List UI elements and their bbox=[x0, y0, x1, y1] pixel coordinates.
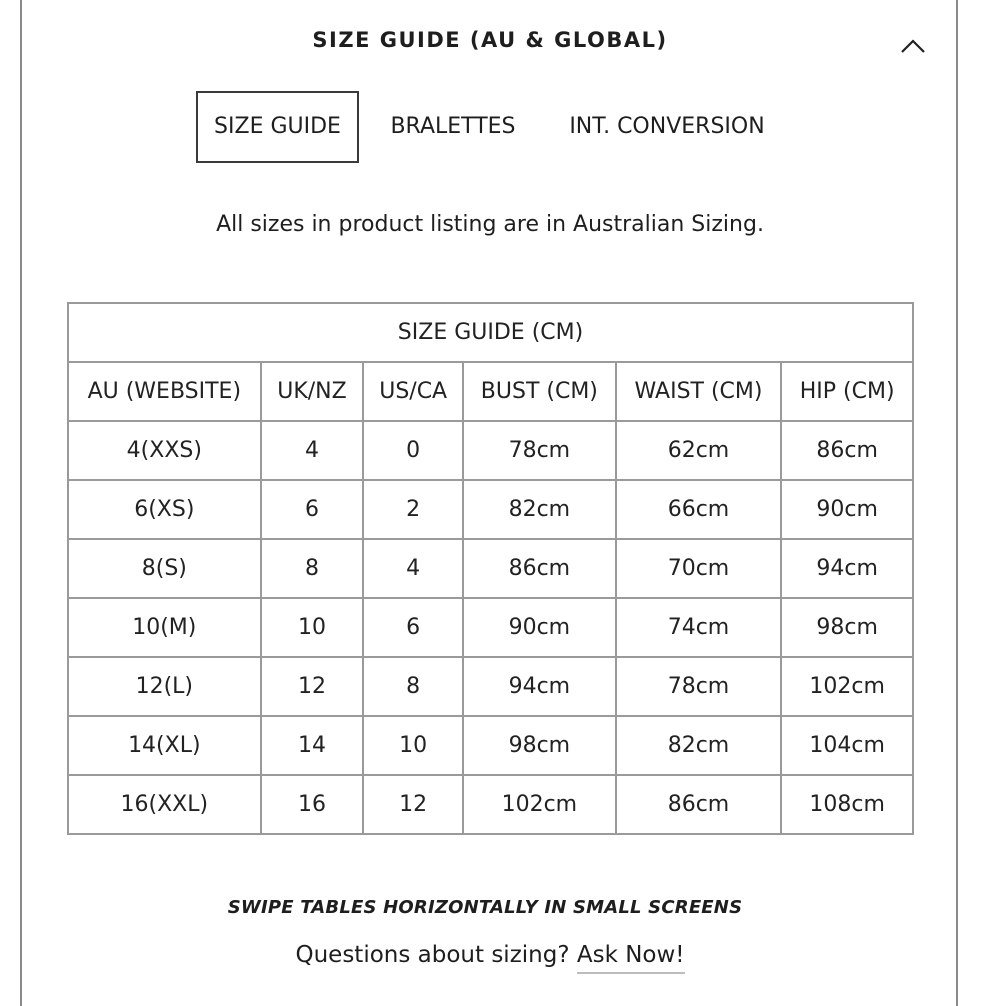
table-cell: 16(XXL) bbox=[68, 775, 261, 834]
table-cell: 6 bbox=[363, 598, 463, 657]
table-cell: 10 bbox=[363, 716, 463, 775]
table-cell: 12(L) bbox=[68, 657, 261, 716]
table-cell: 78cm bbox=[463, 421, 616, 480]
table-row bbox=[68, 716, 913, 775]
column-header: AU (WEBSITE) bbox=[68, 362, 261, 421]
table-caption: SIZE GUIDE (CM) bbox=[68, 303, 913, 362]
table-cell: 8 bbox=[363, 657, 463, 716]
table-cell: 6(XS) bbox=[68, 480, 261, 539]
sizing-note: All sizes in product listing are in Australian Sizing. bbox=[216, 212, 764, 237]
table-cell: 102cm bbox=[781, 657, 913, 716]
accordion-title: SIZE GUIDE (AU & GLOBAL) bbox=[312, 28, 668, 52]
table-cell: 8 bbox=[261, 539, 364, 598]
table-row bbox=[68, 657, 913, 716]
column-header: US/CA bbox=[363, 362, 463, 421]
table-cell: 102cm bbox=[463, 775, 616, 834]
table-cell: 108cm bbox=[781, 775, 913, 834]
table-cell: 98cm bbox=[463, 716, 616, 775]
table-cell: 86cm bbox=[463, 539, 616, 598]
column-header: BUST (CM) bbox=[463, 362, 616, 421]
table-cell: 4 bbox=[363, 539, 463, 598]
table-cell: 4(XXS) bbox=[68, 421, 261, 480]
accordion-header[interactable] bbox=[0, 24, 1000, 58]
tab-size-guide[interactable]: SIZE GUIDE bbox=[196, 91, 359, 163]
table-cell: 14(XL) bbox=[68, 716, 261, 775]
table-row bbox=[68, 480, 913, 539]
table-cell: 66cm bbox=[616, 480, 782, 539]
column-header: UK/NZ bbox=[261, 362, 364, 421]
chevron-up-icon[interactable] bbox=[900, 38, 926, 54]
table-caption-row bbox=[68, 303, 913, 362]
tab-int-conversion[interactable]: INT. CONVERSION bbox=[569, 114, 765, 139]
table-cell: 82cm bbox=[616, 716, 782, 775]
table-cell: 16 bbox=[261, 775, 364, 834]
swipe-note: SWIPE TABLES HORIZONTALLY IN SMALL SCREENS bbox=[227, 897, 743, 918]
table-cell: 10 bbox=[261, 598, 364, 657]
table-cell: 94cm bbox=[463, 657, 616, 716]
table-header-row bbox=[68, 362, 913, 421]
ask-now-link[interactable]: Ask Now! bbox=[577, 942, 685, 974]
table-row bbox=[68, 421, 913, 480]
tab-bralettes[interactable]: BRALETTES bbox=[390, 114, 516, 139]
table-cell: 62cm bbox=[616, 421, 782, 480]
table-row bbox=[68, 539, 913, 598]
questions-line bbox=[0, 942, 980, 968]
table-cell: 86cm bbox=[781, 421, 913, 480]
table-cell: 90cm bbox=[781, 480, 913, 539]
table-cell: 2 bbox=[363, 480, 463, 539]
table-cell: 10(M) bbox=[68, 598, 261, 657]
table-cell: 12 bbox=[261, 657, 364, 716]
size-table bbox=[67, 302, 914, 835]
questions-text: Questions about sizing? bbox=[295, 942, 570, 968]
table-cell: 74cm bbox=[616, 598, 782, 657]
table-cell: 94cm bbox=[781, 539, 913, 598]
table-cell: 104cm bbox=[781, 716, 913, 775]
table-cell: 90cm bbox=[463, 598, 616, 657]
table-row bbox=[68, 598, 913, 657]
table-cell: 0 bbox=[363, 421, 463, 480]
table-cell: 78cm bbox=[616, 657, 782, 716]
table-cell: 98cm bbox=[781, 598, 913, 657]
table-cell: 70cm bbox=[616, 539, 782, 598]
table-cell: 4 bbox=[261, 421, 364, 480]
column-header: HIP (CM) bbox=[781, 362, 913, 421]
table-cell: 6 bbox=[261, 480, 364, 539]
table-cell: 12 bbox=[363, 775, 463, 834]
table-cell: 82cm bbox=[463, 480, 616, 539]
table-cell: 14 bbox=[261, 716, 364, 775]
table-cell: 86cm bbox=[616, 775, 782, 834]
table-row bbox=[68, 775, 913, 834]
table-cell: 8(S) bbox=[68, 539, 261, 598]
column-header: WAIST (CM) bbox=[616, 362, 782, 421]
